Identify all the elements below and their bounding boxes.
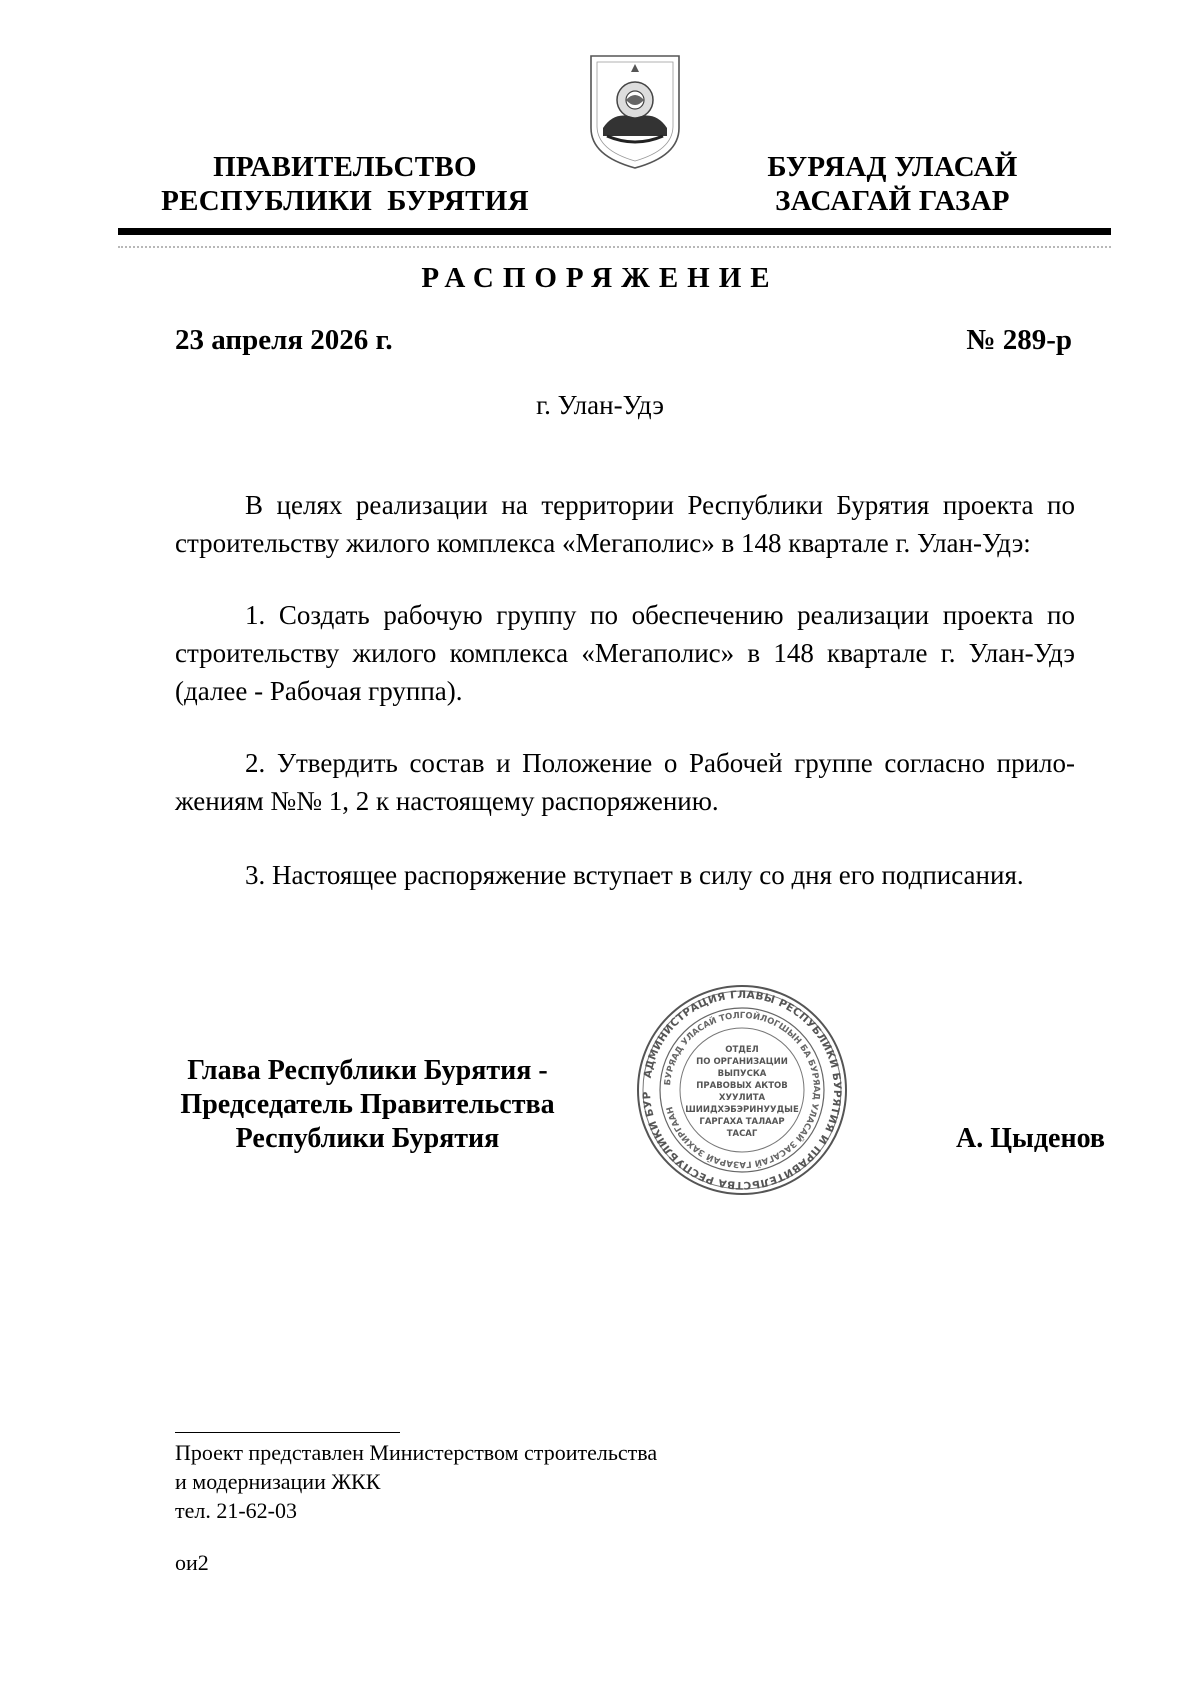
item-3-paragraph	[175, 856, 1075, 894]
item-2-line: 2. Утвердить состав и Положение о Рабочей группе согласно прило-	[245, 748, 1075, 778]
signatory-title	[160, 1054, 575, 1156]
document-date: 23 апреля 2026 г.	[175, 324, 393, 356]
stamp-inner-ring: БУРЯАД УЛАСАЙ ТОЛГОЙЛОГШЫН БА БУРЯАД УЛАСАЙ ЗАСАГАЙ ГАЗАРАЙ ЗАХИРГААН	[663, 1010, 822, 1170]
document-type: РАСПОРЯЖЕНИЕ	[421, 262, 779, 294]
signatory-title-line2: Председатель Правительства	[180, 1089, 555, 1120]
header-right-line2: ЗАСАГАЙ ГАЗАР	[775, 185, 1010, 217]
official-stamp	[636, 984, 848, 1196]
coat-of-arms	[585, 50, 685, 172]
item-1-paragraph	[175, 596, 1075, 710]
item-1-line: (далее - Рабочая группа).	[175, 676, 463, 706]
preamble-line: строительству жилого комплекса «Мегаполис» в 148 квартале г. Улан-Удэ:	[175, 528, 1031, 558]
header-divider-thin	[118, 246, 1111, 248]
preamble-paragraph	[175, 486, 1075, 562]
stamp-center-line: ГАРГАХА ТАЛААР	[699, 1117, 785, 1127]
footer-line2: и модернизации ЖКК	[175, 1469, 381, 1494]
signatory-title-line3: Республики Бурятия	[235, 1123, 500, 1154]
footer-code: ои2	[175, 1550, 209, 1575]
signatory-name: А. Цыденов	[955, 1123, 1105, 1154]
item-1-line: 1. Создать рабочую группу по обеспечению реализации проекта по	[245, 600, 1075, 630]
stamp-seal-icon	[636, 984, 848, 1196]
header-left-line2: РЕСПУБЛИКИ БУРЯТИЯ	[161, 185, 529, 217]
header-right-line1: БУРЯАД УЛАСАЙ	[767, 151, 1018, 183]
document-number: № 289-р	[966, 324, 1072, 356]
preamble-line: В целях реализации на территории Республики Бурятия проекта по	[245, 490, 1075, 520]
stamp-center-line: ВЫПУСКА	[717, 1069, 767, 1079]
stamp-center-line: ШИИДХЭБЭРИНУУДЫЕ	[685, 1105, 799, 1115]
stamp-center-line: ХУУЛИТА	[718, 1093, 766, 1103]
item-3-line: 3. Настоящее распоряжение вступает в силу со дня его подписания.	[245, 860, 1024, 890]
footer-phone: тел. 21-62-03	[175, 1498, 298, 1523]
item-2-paragraph	[175, 744, 1075, 820]
item-1-line: строительству жилого комплекса «Мегаполис» в 148 квартале г. Улан-Удэ	[175, 638, 1075, 668]
stamp-center-line: ПРАВОВЫХ АКТОВ	[696, 1081, 788, 1091]
footer-line1: Проект представлен Министерством строительства	[175, 1440, 658, 1465]
signatory-title-line1: Глава Республики Бурятия -	[187, 1055, 548, 1086]
document-city: г. Улан-Удэ	[536, 390, 664, 420]
stamp-center-line: ТАСАГ	[726, 1129, 758, 1139]
stamp-outer-ring: АДМИНИСТРАЦИЯ ГЛАВЫ РЕСПУБЛИКИ БУРЯТИЯ И ПРАВИТЕЛЬСТВА РЕСПУБЛИКИ БУР	[640, 988, 844, 1192]
item-2-line: жениям №№ 1, 2 к настоящему распоряжению.	[175, 786, 719, 816]
footer-note	[175, 1438, 775, 1525]
stamp-center-line: ОТДЕЛ	[725, 1045, 759, 1055]
header-divider-thick	[118, 228, 1111, 235]
header-left-line1: ПРАВИТЕЛЬСТВО	[213, 151, 477, 183]
buryatia-coat-of-arms-icon	[585, 50, 685, 172]
footer-rule	[175, 1432, 400, 1433]
stamp-center-line: ПО ОРГАНИЗАЦИИ	[696, 1057, 788, 1067]
header-right	[730, 150, 1055, 218]
header-left	[160, 150, 530, 218]
